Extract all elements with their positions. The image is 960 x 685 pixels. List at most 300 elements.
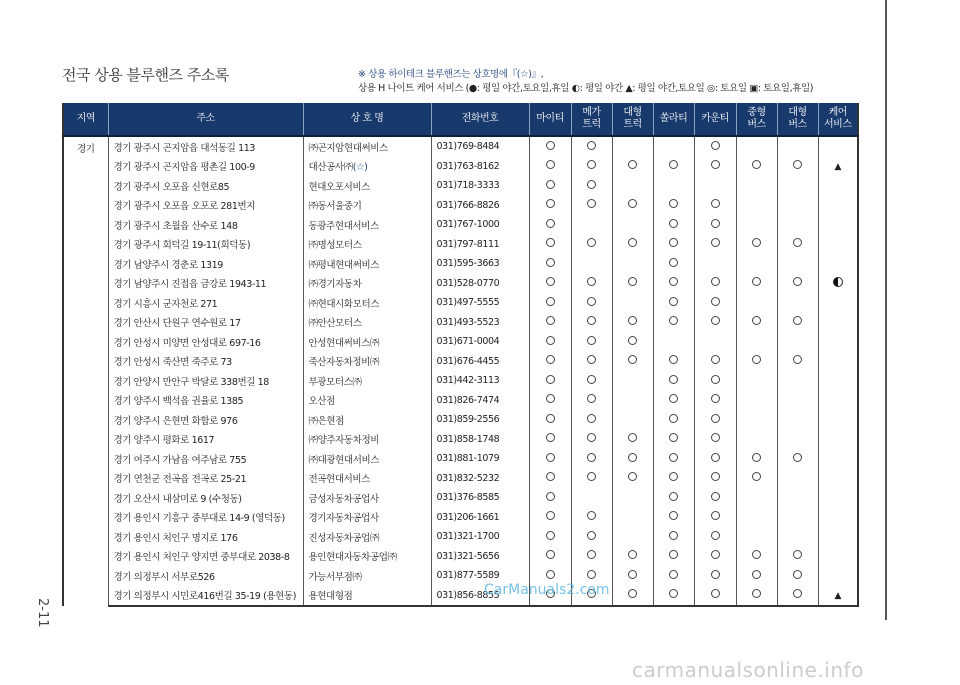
available-circle-icon — [711, 433, 720, 442]
phone-cell: 031)797-8111 — [431, 235, 529, 255]
shop-name: 죽산자동차정비㈜ — [308, 357, 380, 369]
service-cell — [694, 508, 736, 528]
table-row — [63, 508, 858, 528]
available-circle-icon — [546, 511, 555, 520]
service-cell — [612, 215, 653, 235]
shop-name-cell — [303, 332, 431, 352]
shop-name: ㈜평내현대써비스 — [308, 259, 380, 271]
service-cell — [529, 176, 571, 196]
shop-name-cell — [303, 566, 431, 586]
service-cell — [653, 449, 694, 469]
service-cell — [736, 508, 777, 528]
watermark-footer: carmanualsonline.info — [632, 658, 864, 682]
address-cell: 경기 연천군 전곡읍 전곡로 25-21 — [108, 469, 303, 489]
available-circle-icon — [669, 570, 678, 579]
available-circle-icon — [546, 492, 555, 501]
address-cell: 경기 광주시 곤지암읍 평촌길 100-9 — [108, 157, 303, 177]
available-circle-icon — [587, 550, 596, 559]
shop-name-cell — [303, 508, 431, 528]
column-header: 전화번호 — [431, 103, 529, 136]
available-circle-icon — [669, 199, 678, 208]
service-cell — [571, 410, 612, 430]
service-cell — [736, 215, 777, 235]
shop-name: 오산점 — [308, 396, 335, 408]
service-cell — [653, 136, 694, 157]
service-cell — [529, 430, 571, 450]
service-cell — [571, 508, 612, 528]
service-cell — [529, 235, 571, 255]
service-cell — [777, 469, 818, 489]
service-cell — [571, 352, 612, 372]
available-circle-icon — [793, 453, 802, 462]
night-care-legend: 상용 H 나이트 케어 서비스 (●: 평일 야간,토요일,휴일 ◐: 평일 야간 ▲: 평일 야간,토요일 ◎: 토요일 ▣: 토요일,휴일) — [358, 83, 814, 94]
service-cell — [653, 566, 694, 586]
address-cell: 경기 광주시 오포읍 오포로 281번지 — [108, 196, 303, 216]
available-circle-icon — [752, 472, 761, 481]
shop-name-cell — [303, 391, 431, 411]
service-cell — [694, 293, 736, 313]
available-circle-icon — [546, 297, 555, 306]
available-circle-icon — [587, 238, 596, 247]
available-circle-icon — [711, 570, 720, 579]
available-circle-icon — [669, 258, 678, 267]
service-cell — [571, 449, 612, 469]
column-header: 대형 버스 — [777, 103, 818, 136]
service-cell — [694, 313, 736, 333]
phone-cell: 031)376-8585 — [431, 488, 529, 508]
service-cell — [694, 352, 736, 372]
service-cell — [612, 508, 653, 528]
service-cell — [777, 566, 818, 586]
shop-name: ㈜은현점 — [308, 415, 344, 427]
shop-name-cell — [303, 410, 431, 430]
service-cell — [736, 313, 777, 333]
service-cell — [694, 235, 736, 255]
service-cell — [694, 566, 736, 586]
service-cell — [653, 313, 694, 333]
address-cell: 경기 안양시 만안구 박달로 338번길 18 — [108, 371, 303, 391]
available-circle-icon — [587, 433, 596, 442]
address-cell: 경기 광주시 곤지암읍 대석동길 113 — [108, 136, 303, 157]
available-circle-icon — [628, 316, 637, 325]
available-circle-icon — [669, 160, 678, 169]
table-row — [63, 176, 858, 196]
service-cell — [736, 586, 777, 607]
service-cell — [777, 391, 818, 411]
available-circle-icon — [587, 570, 596, 579]
phone-cell: 031)763-8162 — [431, 157, 529, 177]
service-cell — [529, 547, 571, 567]
service-cell — [736, 410, 777, 430]
shop-name-cell — [303, 449, 431, 469]
available-circle-icon — [587, 297, 596, 306]
service-cell — [653, 196, 694, 216]
available-circle-icon — [546, 570, 555, 579]
available-circle-icon — [669, 433, 678, 442]
shop-name: ㈜양주자동차정비 — [308, 435, 380, 447]
service-cell — [571, 157, 612, 177]
shop-name-cell — [303, 157, 431, 177]
service-cell — [612, 391, 653, 411]
hitech-note: ※ 상용 하이테크 블루핸즈는 상호명에『(☆)』, — [358, 69, 544, 80]
shop-name-cell — [303, 136, 431, 157]
phone-cell: 031)676-4455 — [431, 352, 529, 372]
service-cell — [777, 352, 818, 372]
service-cell — [736, 547, 777, 567]
shop-name: 경기자동차공업사 — [308, 513, 379, 525]
region-cell: 경기 — [63, 136, 108, 606]
service-cell — [529, 352, 571, 372]
service-cell — [612, 136, 653, 157]
service-cell — [736, 136, 777, 157]
available-circle-icon — [546, 141, 555, 150]
address-cell: 경기 안성시 미양면 안성대로 697-16 — [108, 332, 303, 352]
page-number: 2-11 — [35, 598, 50, 628]
available-circle-icon — [587, 277, 596, 286]
service-cell — [529, 157, 571, 177]
available-circle-icon — [669, 589, 678, 598]
table-row — [63, 566, 858, 586]
triangle-icon: ▲ — [834, 161, 842, 172]
available-circle-icon — [669, 414, 678, 423]
phone-cell: 031)767-1000 — [431, 215, 529, 235]
column-header: 케어 서비스 — [818, 103, 858, 136]
available-circle-icon — [587, 414, 596, 423]
shop-name: 대산공사㈜ — [308, 162, 353, 174]
service-cell — [777, 136, 818, 157]
service-cell — [777, 488, 818, 508]
care-service-cell — [818, 196, 858, 216]
available-circle-icon — [669, 492, 678, 501]
service-cell — [653, 430, 694, 450]
service-cell — [694, 254, 736, 274]
service-cell — [529, 488, 571, 508]
available-circle-icon — [752, 355, 761, 364]
available-circle-icon — [587, 180, 596, 189]
available-circle-icon — [587, 511, 596, 520]
care-service-cell — [818, 313, 858, 333]
service-cell — [736, 332, 777, 352]
service-cell — [777, 508, 818, 528]
available-circle-icon — [752, 238, 761, 247]
shop-name: ㈜안산모터스 — [308, 318, 362, 330]
available-circle-icon — [546, 180, 555, 189]
service-cell — [653, 488, 694, 508]
service-cell — [777, 293, 818, 313]
available-circle-icon — [711, 219, 720, 228]
phone-cell: 031)497-5555 — [431, 293, 529, 313]
phone-cell: 031)321-1700 — [431, 527, 529, 547]
available-circle-icon — [628, 277, 637, 286]
available-circle-icon — [752, 160, 761, 169]
care-service-cell — [818, 215, 858, 235]
service-cell — [529, 196, 571, 216]
care-service-cell — [818, 410, 858, 430]
table-row — [63, 430, 858, 450]
service-cell — [694, 547, 736, 567]
care-service-cell — [818, 391, 858, 411]
service-cell — [571, 527, 612, 547]
shop-name: 전곡현대서비스 — [308, 474, 370, 486]
shop-name: 진성자동차공업㈜ — [308, 532, 380, 544]
table-row — [63, 371, 858, 391]
column-header: 메가 트럭 — [571, 103, 612, 136]
service-cell — [529, 527, 571, 547]
available-circle-icon — [587, 355, 596, 364]
service-cell — [612, 586, 653, 607]
service-cell — [694, 332, 736, 352]
available-circle-icon — [752, 550, 761, 559]
service-cell — [571, 136, 612, 157]
service-cell — [571, 176, 612, 196]
service-cell — [736, 176, 777, 196]
shop-name-cell — [303, 293, 431, 313]
shop-name: 안성현대써비스㈜ — [308, 337, 380, 349]
shop-name: 용현대형점 — [308, 591, 353, 603]
available-circle-icon — [669, 375, 678, 384]
phone-cell: 031)206-1661 — [431, 508, 529, 528]
available-circle-icon — [669, 472, 678, 481]
service-cell — [529, 313, 571, 333]
available-circle-icon — [546, 531, 555, 540]
available-circle-icon — [546, 238, 555, 247]
address-cell: 경기 시흥시 군자천로 271 — [108, 293, 303, 313]
available-circle-icon — [669, 394, 678, 403]
available-circle-icon — [793, 589, 802, 598]
available-circle-icon — [793, 160, 802, 169]
address-cell: 경기 용인시 기흥구 중부대로 14-9 (영덕동) — [108, 508, 303, 528]
service-cell — [653, 274, 694, 294]
available-circle-icon — [711, 472, 720, 481]
care-service-cell — [818, 157, 858, 177]
service-cell — [612, 274, 653, 294]
table-row — [63, 215, 858, 235]
service-cell — [736, 254, 777, 274]
available-circle-icon — [587, 472, 596, 481]
address-cell: 경기 안산시 단원구 연수원로 17 — [108, 313, 303, 333]
available-circle-icon — [711, 550, 720, 559]
table-row — [63, 391, 858, 411]
phone-cell: 031)321-5656 — [431, 547, 529, 567]
shop-name: 용인현대자동차공업㈜ — [308, 552, 397, 564]
service-cell — [736, 293, 777, 313]
shop-name-cell — [303, 469, 431, 489]
service-cell — [736, 157, 777, 177]
available-circle-icon — [587, 336, 596, 345]
available-circle-icon — [711, 414, 720, 423]
service-cell — [777, 586, 818, 607]
table-row — [63, 254, 858, 274]
service-cell — [571, 547, 612, 567]
table-row — [63, 586, 858, 607]
phone-cell: 031)881-1079 — [431, 449, 529, 469]
service-cell — [612, 157, 653, 177]
shop-name-cell — [303, 176, 431, 196]
shop-name: ㈜동서울중기 — [308, 201, 362, 213]
available-circle-icon — [669, 511, 678, 520]
service-cell — [571, 254, 612, 274]
available-circle-icon — [546, 336, 555, 345]
service-cell — [612, 410, 653, 430]
available-circle-icon — [669, 297, 678, 306]
table-row — [63, 332, 858, 352]
available-circle-icon — [793, 550, 802, 559]
care-service-cell — [818, 566, 858, 586]
available-circle-icon — [628, 472, 637, 481]
service-cell — [529, 449, 571, 469]
service-cell — [777, 410, 818, 430]
service-cell — [736, 274, 777, 294]
page-title: 전국 상용 블루핸즈 주소록 — [62, 66, 229, 84]
available-circle-icon — [628, 453, 637, 462]
service-cell — [777, 274, 818, 294]
service-cell — [653, 215, 694, 235]
service-cell — [612, 293, 653, 313]
service-cell — [529, 469, 571, 489]
shop-name-cell — [303, 215, 431, 235]
service-cell — [777, 371, 818, 391]
shop-name-cell — [303, 586, 431, 607]
available-circle-icon — [628, 199, 637, 208]
available-circle-icon — [546, 258, 555, 267]
available-circle-icon — [669, 277, 678, 286]
available-circle-icon — [711, 453, 720, 462]
care-service-cell — [818, 235, 858, 255]
service-cell — [612, 235, 653, 255]
table-row — [63, 235, 858, 255]
table-row — [63, 196, 858, 216]
address-cell: 경기 양주시 은현면 화합로 976 — [108, 410, 303, 430]
care-service-cell — [818, 371, 858, 391]
service-cell — [571, 332, 612, 352]
shop-name-cell — [303, 254, 431, 274]
service-cell — [529, 410, 571, 430]
service-cell — [653, 586, 694, 607]
address-cell: 경기 여주시 가남읍 여주남로 755 — [108, 449, 303, 469]
available-circle-icon — [669, 531, 678, 540]
service-cell — [736, 371, 777, 391]
service-cell — [612, 352, 653, 372]
half-circle-icon — [833, 277, 843, 287]
available-circle-icon — [711, 375, 720, 384]
service-cell — [612, 430, 653, 450]
column-header: 카운티 — [694, 103, 736, 136]
service-cell — [736, 352, 777, 372]
available-circle-icon — [587, 199, 596, 208]
phone-cell: 031)595-3663 — [431, 254, 529, 274]
available-circle-icon — [669, 550, 678, 559]
shop-name: 금성자동차공업사 — [308, 493, 379, 505]
table-row — [63, 469, 858, 489]
service-cell — [612, 254, 653, 274]
service-cell — [612, 488, 653, 508]
phone-cell: 031)671-0004 — [431, 332, 529, 352]
service-cell — [777, 235, 818, 255]
care-service-cell — [818, 430, 858, 450]
available-circle-icon — [752, 570, 761, 579]
column-header: 중형 버스 — [736, 103, 777, 136]
available-circle-icon — [711, 589, 720, 598]
care-service-cell — [818, 254, 858, 274]
available-circle-icon — [628, 336, 637, 345]
service-cell — [777, 313, 818, 333]
table-row — [63, 449, 858, 469]
available-circle-icon — [752, 316, 761, 325]
service-cell — [694, 430, 736, 450]
available-circle-icon — [546, 394, 555, 403]
phone-cell: 031)493-5523 — [431, 313, 529, 333]
service-cell — [612, 449, 653, 469]
address-cell: 경기 양주시 평화로 1617 — [108, 430, 303, 450]
address-cell: 경기 남양주시 진접읍 금강로 1943-11 — [108, 274, 303, 294]
address-cell: 경기 양주시 백석읍 권율로 1385 — [108, 391, 303, 411]
shop-name-cell — [303, 430, 431, 450]
available-circle-icon — [711, 141, 720, 150]
legend-note — [358, 68, 813, 96]
available-circle-icon — [628, 238, 637, 247]
shop-name: 현대오포서비스 — [308, 181, 370, 193]
table-row — [63, 136, 858, 157]
care-service-cell — [818, 527, 858, 547]
service-cell — [777, 215, 818, 235]
shop-name-cell — [303, 196, 431, 216]
service-cell — [529, 136, 571, 157]
available-circle-icon — [546, 550, 555, 559]
service-cell — [571, 488, 612, 508]
phone-cell: 031)528-0770 — [431, 274, 529, 294]
care-service-cell — [818, 176, 858, 196]
available-circle-icon — [587, 160, 596, 169]
shop-name-cell — [303, 274, 431, 294]
available-circle-icon — [793, 316, 802, 325]
available-circle-icon — [711, 277, 720, 286]
available-circle-icon — [587, 375, 596, 384]
service-cell — [653, 254, 694, 274]
service-cell — [736, 469, 777, 489]
shop-name: 부광모터스㈜ — [308, 376, 362, 388]
shop-name: ㈜현대시화모터스 — [308, 298, 380, 310]
available-circle-icon — [793, 355, 802, 364]
address-cell: 경기 용인시 처인구 양지면 중부대로 2038-8 — [108, 547, 303, 567]
table-row — [63, 410, 858, 430]
service-cell — [653, 235, 694, 255]
service-cell — [694, 274, 736, 294]
service-cell — [571, 313, 612, 333]
service-cell — [571, 469, 612, 489]
shop-name: 가능서부점㈜ — [308, 571, 362, 583]
available-circle-icon — [711, 316, 720, 325]
service-cell — [612, 566, 653, 586]
available-circle-icon — [628, 160, 637, 169]
service-cell — [571, 235, 612, 255]
service-cell — [571, 391, 612, 411]
address-cell: 경기 오산시 내삼미로 9 (수청동) — [108, 488, 303, 508]
address-cell: 경기 의정부시 서부로526 — [108, 566, 303, 586]
column-header: 주소 — [108, 103, 303, 136]
address-cell: 경기 광주시 회덕길 19-11(회덕동) — [108, 235, 303, 255]
service-cell — [736, 235, 777, 255]
service-cell — [571, 430, 612, 450]
available-circle-icon — [669, 219, 678, 228]
table-row — [63, 488, 858, 508]
shop-name: ㈜명성모터스 — [308, 240, 362, 252]
service-cell — [777, 254, 818, 274]
available-circle-icon — [711, 238, 720, 247]
service-cell — [736, 566, 777, 586]
table-header-row — [63, 103, 858, 136]
available-circle-icon — [587, 141, 596, 150]
service-cell — [777, 527, 818, 547]
